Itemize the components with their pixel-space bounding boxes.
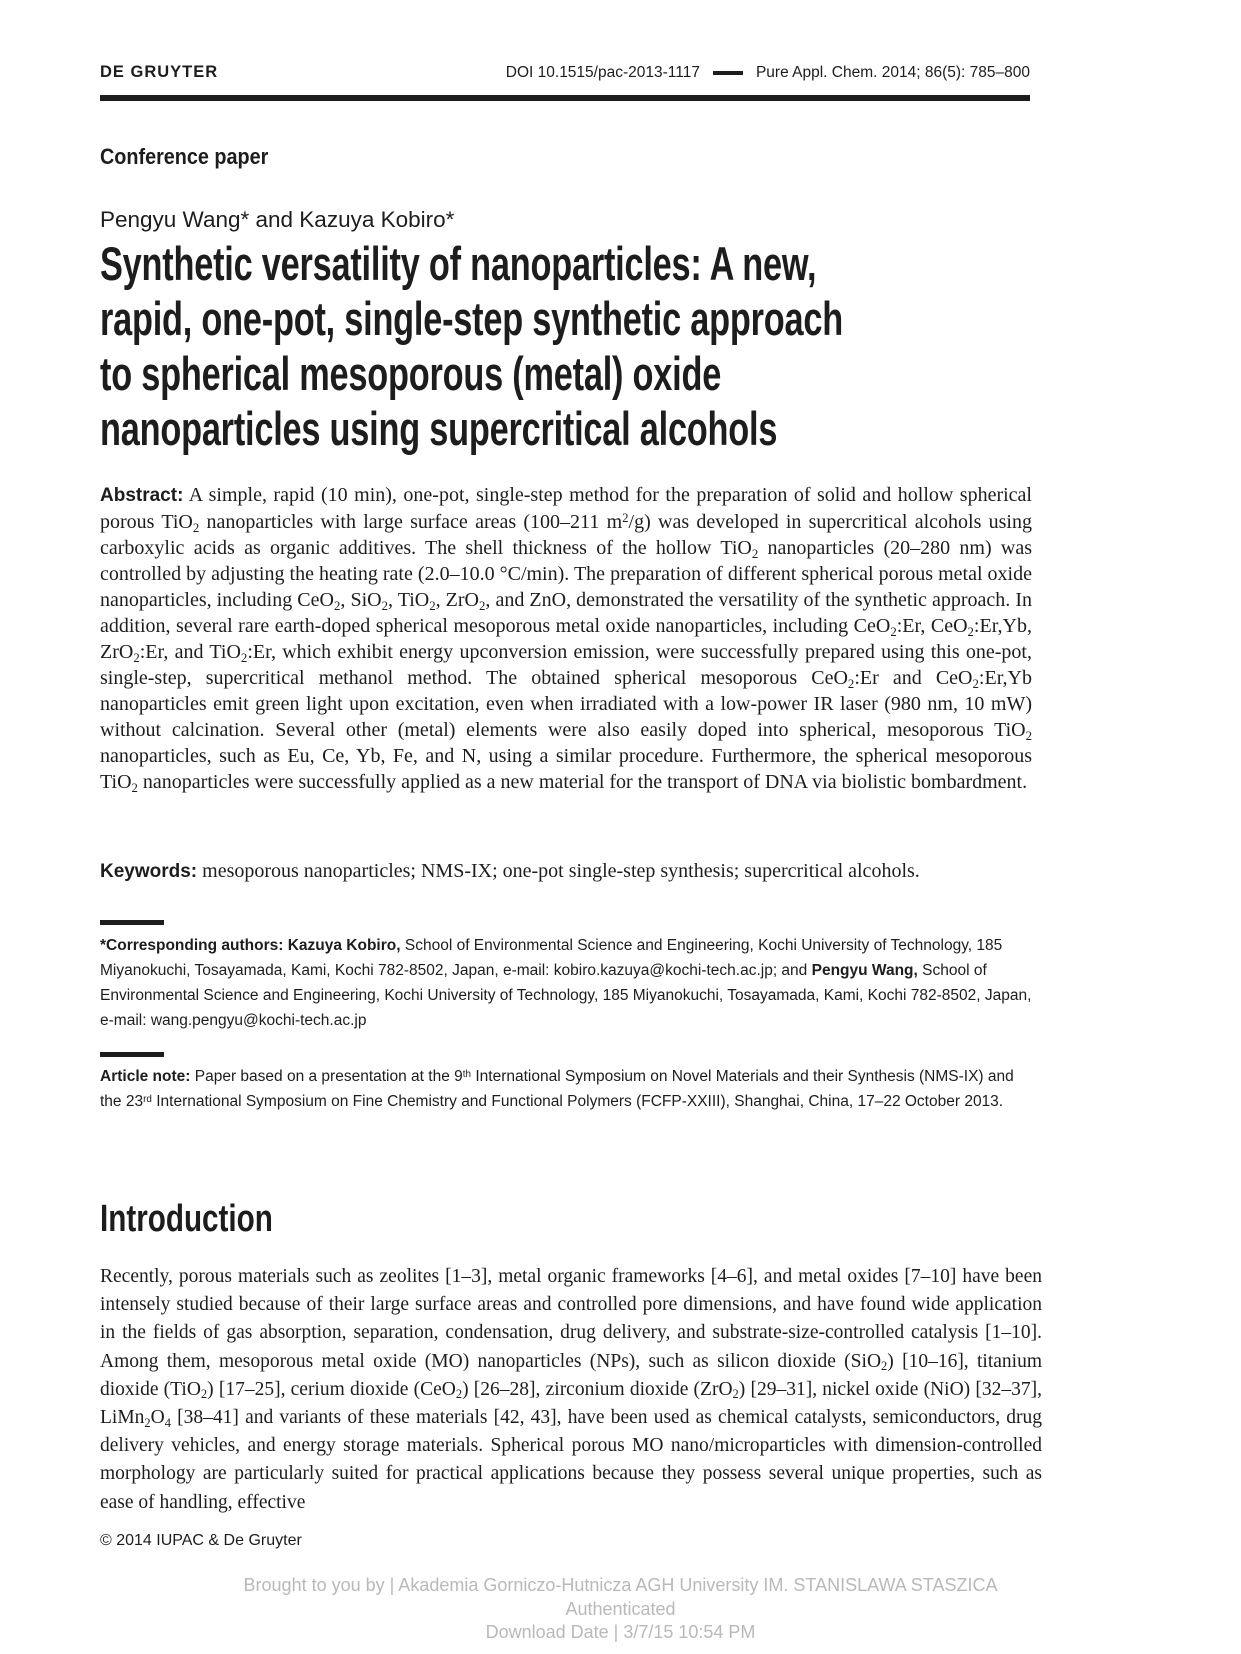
- copyright-line: © 2014 IUPAC & De Gruyter: [100, 1532, 302, 1549]
- authenticated-line: Authenticated: [565, 1598, 676, 1619]
- footnote-rule-2: [100, 1052, 164, 1057]
- provider-line: Brought to you by | Akademia Gorniczo-Hutnicza AGH University IM. STANISLAWA STASZICA: [243, 1575, 998, 1595]
- authors-line: Pengyu Wang* and Kazuya Kobiro*: [100, 207, 455, 232]
- download-footer: [0, 1574, 1241, 1645]
- correspondence-author-2: Pengyu Wang,: [811, 962, 918, 979]
- journal-citation: Pure Appl. Chem. 2014; 86(5): 785–800: [755, 63, 1030, 81]
- correspondence-lead: *Corresponding authors: Kazuya Kobiro,: [100, 937, 401, 954]
- correspondence-affiliation-1: School of Environmental Science and Engineering, Kochi University of Technology, 185 Miyanokuchi, Tosayamada, Kami, Kochi 782-8502, Japan, e-mail: kobiro.kazuya@kochi-tech.ac.jp; and: [100, 937, 1003, 979]
- article-note: [100, 1064, 1032, 1114]
- correspondence-note: [100, 933, 1032, 1033]
- doi-text: DOI 10.1515/pac-2013-1117: [505, 63, 700, 81]
- article-note-text: Paper based on a presentation at the 9th International Symposium on Novel Materials and their Synthesis (NMS-IX) and the 23rd International Symposium on Fine Chemistry and Functional Polymers (FCFP-XXIII), Shanghai, China, 17–22 October 2013.: [100, 1068, 1014, 1110]
- footnote-rule-1: [100, 920, 164, 925]
- introduction-heading: Introduction: [100, 1198, 273, 1240]
- abstract-paragraph: [100, 482, 1032, 795]
- download-date-line: Download Date | 3/7/15 10:54 PM: [485, 1622, 756, 1642]
- article-type-label: Conference paper: [100, 144, 269, 169]
- article-note-label: Article note:: [100, 1068, 191, 1085]
- header-separator-dash: [713, 71, 743, 75]
- article-title: [100, 236, 1118, 456]
- article-title-line-3: to spherical mesoporous (metal) oxide: [100, 347, 722, 400]
- abstract-label: Abstract:: [100, 485, 184, 506]
- abstract-text: A simple, rapid (10 min), one-pot, single-step method for the preparation of solid and hollow spherical porous TiO$_2$ nanoparticles with large surface areas (100–211 $m^2/g$) was developed in supercritical alcohols using carboxylic acids as organic additives. The shell thickness of the hollow TiO$_2$ nanoparticles (20–280 nm) was controlled by adjusting the heating rate (2.0–10.0 °C/min). The preparation of different spherical porous metal oxide nanoparticles, including CeO$_2$, SiO$_2$, TiO$_2$, ZrO$_2$, and ZnO, demonstrated the versatility of the synthetic approach. In addition, several rare earth-doped spherical mesoporous metal oxide nanoparticles, including CeO$_2$:Er, CeO$_2$:Er,Yb, ZrO$_2$:Er, and TiO$_2$:Er, which exhibit energy upconversion emission, were successfully prepared using this one-pot, single-step, supercritical methanol method. The obtained spherical mesoporous CeO$_2$:Er and CeO$_2$:Er,Yb nanoparticles emit green light upon excitation, even when irradiated with a low-power IR laser (980 nm, 10 mW) without calcination. Several other (metal) elements were also easily doped into spherical, mesoporous TiO$_2$ nanoparticles, such as Eu, Ce, Yb, Fe, and N, using a similar procedure. Furthermore, the spherical mesoporous TiO$_2$ nanoparticles were successfully applied as a new material for the transport of DNA via biolistic bombardment.: [100, 484, 1033, 795]
- correspondence-affiliation-2: School of Environmental Science and Engineering, Kochi University of Technology, 185 Miyanokuchi, Tosayamada, Kami, Kochi 782-8502, Japan, e-mail: wang.pengyu@kochi-tech.ac.jp: [100, 962, 1032, 1029]
- masthead-citation-group: [506, 64, 1030, 82]
- keywords-paragraph: [100, 860, 920, 883]
- publisher-logo-text: DE GRUYTER: [100, 63, 219, 81]
- header-rule: [100, 95, 1030, 101]
- keywords-text: mesoporous nanoparticles; NMS-IX; one-pot single-step synthesis; supercritical alcohols.: [202, 860, 920, 882]
- article-title-line-2: rapid, one-pot, single-step synthetic approach: [100, 292, 843, 345]
- masthead: [100, 63, 1030, 82]
- introduction-paragraph: Recently, porous materials such as zeolites [1–3], metal organic frameworks [4–6], and metal oxides [7–10] have been intensely studied because of their large surface areas and controlled pore dimensions, and have found wide application in the fields of gas absorption, separation, condensation, drug delivery, and substrate-size-controlled catalysis [1–10]. Among them, mesoporous metal oxide (MO) nanoparticles (NPs), such as silicon dioxide (SiO$_2$) [10–16], titanium dioxide (TiO$_2$) [17–25], cerium dioxide (CeO$_2$) [26–28], zirconium dioxide (ZrO$_2$) [29–31], nickel oxide (NiO) [32–37], $LiMn_2O_4$ [38–41] and variants of these materials [42, 43], have been used as chemical catalysts, semiconductors, drug delivery vehicles, and energy storage materials. Spherical porous MO nano/microparticles with dimension-controlled morphology are particularly suited for practical applications because they possess several unique properties, such as ease of handling, effective: [100, 1266, 1042, 1513]
- article-title-line-4: nanoparticles using supercritical alcohols: [100, 402, 778, 455]
- article-title-line-1: Synthetic versatility of nanoparticles: A new,: [100, 237, 817, 290]
- keywords-label: Keywords:: [100, 861, 198, 882]
